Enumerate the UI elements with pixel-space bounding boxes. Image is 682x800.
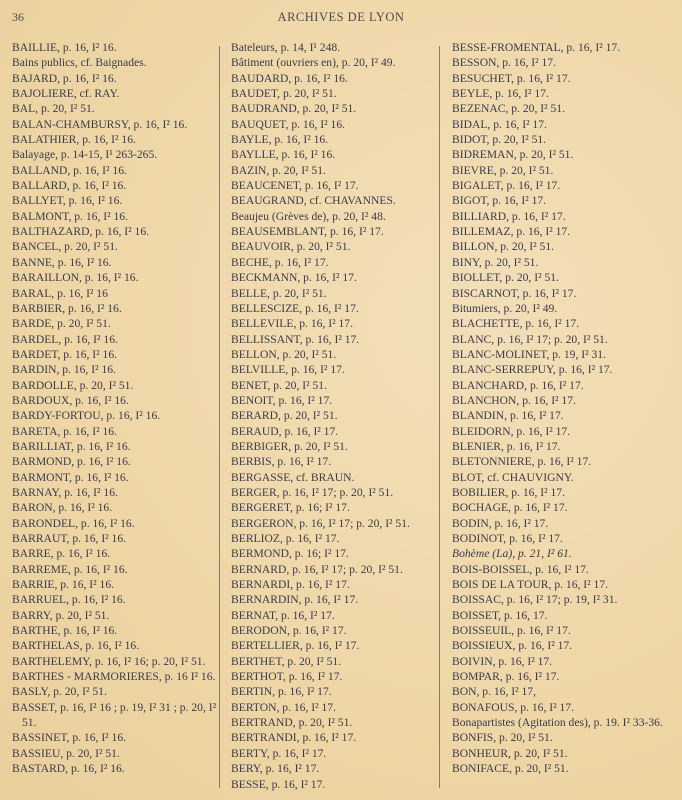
- index-entry: BOCHAGE, p. 16, I² 17.: [452, 501, 568, 515]
- index-entry: BILLON, p. 20, I² 51.: [452, 240, 555, 254]
- index-entry: BELLE, p. 20, I² 51.: [231, 286, 327, 300]
- index-entry: Bonapartistes (Agitation des), p. 19. I² 33-36.: [452, 716, 663, 730]
- index-entry: BLENIER, p. 16, I² 17.: [452, 439, 561, 453]
- index-entry: BOBILIER, p. 16, I² 17.: [452, 485, 565, 499]
- index-entry: BERTRANDI, p. 16, I² 17.: [231, 731, 357, 745]
- index-entry: BARDOLLE, p. 20, I² 51.: [12, 378, 134, 392]
- index-entry: BARTHELAS, p. 16, I² 16.: [12, 639, 140, 653]
- index-entry: BARDET, p. 16, I² 16.: [12, 347, 118, 361]
- index-entry: Bâtiment (ouvriers en), p. 20, I² 49.: [231, 56, 396, 70]
- index-entry: BOISSET, p. 16, 17.: [452, 608, 548, 622]
- index-entry: BASSIEU, p. 20, I² 51.: [12, 746, 120, 760]
- index-entry: BOISSEUIL, p. 16, I² 17.: [452, 624, 571, 638]
- index-entry: BALATHIER, p. 16, I² 16.: [12, 133, 136, 147]
- index-entry: BARETA, p. 16, I² 16.: [12, 424, 117, 438]
- index-entry: BELLEVILE, p. 16, I² 17.: [231, 317, 353, 331]
- index-entry: BLANCHARD, p. 16, I² 17.: [452, 378, 584, 392]
- index-entry: BLETONNIERE, p. 16, I² 17.: [452, 455, 592, 469]
- index-entry: BIGOT, p. 16, I² 17.: [452, 194, 547, 208]
- index-entry: BARDE, p. 20, I² 51.: [12, 317, 111, 331]
- index-entry: BARREME, p. 16, I² 16.: [12, 562, 128, 576]
- index-entry: BERGER, p. 16, I² 17; p. 20, I² 51.: [231, 485, 394, 499]
- index-entry: BERNAT, p. 16, I² 17.: [231, 608, 335, 622]
- index-entry: BERTHET, p. 20, I² 51.: [231, 654, 342, 668]
- index-entry: BINY, p. 20, I² 51.: [452, 255, 539, 269]
- index-entry: BARNAY, p. 16, I² 16.: [12, 485, 118, 499]
- index-entry: BEAUGRAND, cf. CHAVANNES.: [231, 194, 396, 208]
- index-entry: BERTIN, p. 16, I² 17.: [231, 685, 332, 699]
- index-entry: BARTHES - MARMORIERES, p. 16 I² 16.: [12, 670, 216, 684]
- index-entry: BIDREMAN, p. 20, I² 51.: [452, 148, 574, 162]
- index-entry: BARTHELEMY, p. 16, I² 16; p. 20, I² 51.: [12, 654, 206, 668]
- index-entry: BARRAUT, p. 16, I² 16.: [12, 532, 127, 545]
- index-entry: BECHE, p. 16, I² 17.: [231, 255, 329, 269]
- index-entry: BAUDARD, p. 16, I² 16.: [231, 71, 348, 85]
- index-entry: BILLIARD, p. 16, I² 17.: [452, 209, 566, 223]
- index-column-2: [231, 40, 436, 792]
- index-entry: BARILLIAT, p. 16, I² 16.: [12, 439, 131, 453]
- index-entry: BERBIGER, p. 20, I² 51.: [231, 439, 348, 453]
- index-entry: BERMOND, p. 16; I² 17.: [231, 547, 349, 561]
- index-entry: BERTRAND, p. 20, I² 51.: [231, 716, 353, 730]
- index-entry: BAUDRAND, p. 20, I² 51.: [231, 102, 357, 116]
- index-entry: Beaujeu (Grèves de), p. 20, I² 48.: [231, 209, 386, 223]
- index-entry: BODINOT, p. 16, I² 17.: [452, 532, 563, 545]
- index-entry: BARRE, p. 16, I² 16.: [12, 547, 111, 561]
- index-entry: BLANDIN, p. 16, I² 17.: [452, 409, 564, 423]
- index-entry: BERTY, p. 16, I² 17.: [231, 746, 327, 760]
- index-entry: BOISSIEUX, p. 16, I² 17.: [452, 639, 573, 653]
- index-entry: Bitumiers, p. 20, I² 49.: [452, 301, 558, 315]
- index-entry: BONFIS, p. 20, I² 51.: [452, 731, 553, 745]
- index-entry: BENOIT, p. 16, I² 17.: [231, 393, 333, 407]
- index-entry: BOIS-BOISSEL, p. 16, I² 17.: [452, 562, 589, 576]
- index-entry: BON, p. 16, I² 17,: [452, 685, 536, 699]
- index-entry: BAILLIE, p. 16, I² 16.: [12, 41, 117, 54]
- index-entry: Balayage, p. 14-15, I¹ 263-265.: [12, 148, 158, 162]
- index-entry: BOIS DE LA TOUR, p. 16, I² 17.: [452, 578, 609, 592]
- index-entry: BAUQUET, p. 16, I² 16.: [231, 117, 346, 131]
- index-entry: BERNARDI, p. 16, I² 17.: [231, 578, 350, 592]
- index-entry: BESSE-FROMENTAL, p. 16, I² 17.: [452, 41, 621, 54]
- index-entry: BARAL, p. 16, I² 16: [12, 286, 108, 300]
- index-entry: BARMOND, p. 16, I² 16.: [12, 455, 131, 469]
- index-entry: BARMONT, p. 16, I² 16.: [12, 470, 129, 484]
- index-entry: BARRY, p. 20, I² 51.: [12, 608, 110, 622]
- index-entry: BELLISSANT, p. 16, I² 17.: [231, 332, 360, 346]
- index-entry: BERY, p. 16, I² 17.: [231, 762, 320, 776]
- index-entry: BARBIER, p. 16, I² 16.: [12, 301, 122, 315]
- running-head: ARCHIVES DE LYON: [277, 10, 405, 24]
- index-entry: BERNARD, p. 16, I² 17; p. 20, I² 51.: [231, 562, 403, 576]
- index-entry: BALAN-CHAMBURSY, p. 16, I² 16.: [12, 117, 188, 131]
- index-entry: BLANCHON, p. 16, I² 17.: [452, 393, 576, 407]
- index-entry: BELVILLE, p. 16, I² 17.: [231, 363, 345, 377]
- index-entry: BERLIOZ, p. 16, I² 17.: [231, 532, 340, 545]
- index-entry: BELLESCIZE, p. 16, I² 17.: [231, 301, 359, 315]
- index-entry: BERAUD, p. 16, I² 17.: [231, 424, 339, 438]
- index-entry: BESUCHET, p. 16, I² 17.: [452, 71, 571, 85]
- index-entry: BLANC, p. 16, I² 17; p. 20, I² 51.: [452, 332, 608, 346]
- index-entry: BONHEUR, p. 20, I² 51.: [452, 746, 568, 760]
- index-entry: BALLARD, p. 16, I² 16.: [12, 179, 127, 193]
- index-columns: [0, 40, 682, 800]
- index-entry: BERTON, p. 16, I² 17.: [231, 700, 336, 714]
- index-entry: BERODON, p. 16, I² 17.: [231, 624, 347, 638]
- index-entry: BERTHOT, p. 16, I² 17.: [231, 670, 343, 684]
- index-entry: Bains publics, cf. Baignades.: [12, 56, 147, 70]
- index-entry: BERGASSE, cf. BRAUN.: [231, 470, 355, 484]
- index-entry: BIEVRE, p. 20, I² 51.: [452, 163, 554, 177]
- index-entry: BIDAL, p. 16, I² 17.: [452, 117, 547, 131]
- index-entry: BEAUVOIR, p. 20, I² 51.: [231, 240, 351, 254]
- index-column-3: [452, 40, 677, 777]
- index-entry: BANNE, p. 16, I² 16.: [12, 255, 112, 269]
- index-entry: BONAFOUS, p. 16, I² 17.: [452, 700, 575, 714]
- index-entry: BERNARDIN, p. 16, I² 17.: [231, 593, 359, 607]
- index-entry: BALLAND, p. 16, I² 16.: [12, 163, 127, 177]
- index-entry: BERARD, p. 20, I² 51.: [231, 409, 338, 423]
- index-entry: BARON, p. 16, I² 16.: [12, 501, 113, 515]
- index-entry: BERGERON, p. 16, I² 17; p. 20, I² 51.: [231, 516, 410, 530]
- index-entry: BARDY-FORTOU, p. 16, I² 16.: [12, 409, 161, 423]
- index-entry: BASSET, p. 16, I² 16 ; p. 19, I² 31 ; p. 20, I² 51.: [12, 700, 217, 730]
- index-entry: BECKMANN, p. 16, I² 17.: [231, 271, 357, 285]
- index-entry: BAZIN, p. 20, I² 51.: [231, 163, 326, 177]
- index-entry: BAJARD, p. 16, I² 16.: [12, 71, 117, 85]
- index-entry: BALLYET, p. 16, I² 16.: [12, 194, 123, 208]
- index-entry: BARAILLON, p. 16, I² 16.: [12, 271, 139, 285]
- index-entry: BERBIS, p. 16, I² 17.: [231, 455, 332, 469]
- index-entry: BESSE, p. 16, I² 17.: [231, 777, 326, 791]
- index-entry: BIGALET, p. 16, I² 17.: [452, 179, 561, 193]
- index-entry: BOMPAR, p. 16, I² 17.: [452, 670, 560, 684]
- index-entry: BAYLLE, p. 16, I² 16.: [231, 148, 336, 162]
- index-entry: BESSON, p. 16, I² 17.: [452, 56, 556, 70]
- index-entry: BENET, p. 20, I² 51.: [231, 378, 327, 392]
- index-entry: BAYLE, p. 16, I² 16.: [231, 133, 329, 147]
- index-entry: BAJOLIERE, cf. RAY.: [12, 87, 120, 101]
- index-entry: BODIN, p. 16, I² 17.: [452, 516, 549, 530]
- index-entry: BERTELLIER, p. 16, I² 17.: [231, 639, 360, 653]
- index-entry: BAL, p. 20, I² 51.: [12, 102, 95, 116]
- index-entry: BLANC-MOLINET, p. 19, I² 31.: [452, 347, 606, 361]
- index-entry: BANCEL, p. 20, I² 51.: [12, 240, 118, 254]
- index-entry: BEAUCENET, p. 16, I² 17.: [231, 179, 359, 193]
- index-entry: BALMONT, p. 16, I² 16.: [12, 209, 128, 223]
- index-entry: BLEIDORN, p. 16, I² 17.: [452, 424, 571, 438]
- index-entry: BLOT, cf. CHAUVIGNY.: [452, 470, 574, 484]
- index-entry: BELLON, p. 20, I² 51.: [231, 347, 337, 361]
- index-entry: BARDIN, p. 16, I² 16.: [12, 363, 116, 377]
- index-entry: BASSINET, p. 16, I² 16.: [12, 731, 127, 745]
- index-entry: BARONDEL, p. 16, I² 16.: [12, 516, 135, 530]
- index-entry: Bohème (La), p. 21, I² 61.: [452, 547, 572, 561]
- index-entry: BIDOT, p. 20, I² 51.: [452, 133, 547, 147]
- index-entry: BEYLE, p. 16, I² 17.: [452, 87, 549, 101]
- index-entry: BISCARNOT, p. 16, I² 17.: [452, 286, 577, 300]
- index-column-1: [12, 40, 217, 777]
- index-entry: BLANC-SERREPUY, p. 16, I² 17.: [452, 363, 613, 377]
- index-entry: BEAUSEMBLANT, p. 16, I² 17.: [231, 225, 384, 239]
- index-entry: BARRUEL, p. 16, I² 16.: [12, 593, 126, 607]
- index-entry: BASLY, p. 20, I² 51.: [12, 685, 107, 699]
- index-entry: BARDOUX, p. 16, I² 16.: [12, 393, 129, 407]
- index-entry: BEZENAC, p. 20, I² 51.: [452, 102, 565, 116]
- index-entry: BILLEMAZ, p. 16, I² 17.: [452, 225, 571, 239]
- index-entry: BONIFACE, p. 20, I² 51.: [452, 762, 569, 776]
- index-entry: BOIVIN, p. 16, I² 17.: [452, 654, 553, 668]
- index-entry: BIOLLET, p. 20, I² 51.: [452, 271, 559, 285]
- index-entry: BERGERET, p. 16; I² 17.: [231, 501, 350, 515]
- index-entry: BARDEL, p. 16, I² 16.: [12, 332, 118, 346]
- index-entry: BASTARD, p. 16, I² 16.: [12, 762, 125, 776]
- index-entry: BALTHAZARD, p. 16, I² 16.: [12, 225, 150, 239]
- index-entry: BLACHETTE, p. 16, I² 17.: [452, 317, 580, 331]
- index-entry: Bateleurs, p. 14, I¹ 248.: [231, 41, 341, 54]
- index-entry: BARRIE, p. 16, I² 16.: [12, 578, 115, 592]
- index-entry: BOISSAC, p. 16, I² 17; p. 19, I² 31.: [452, 593, 618, 607]
- page-number: 36: [12, 10, 24, 24]
- index-entry: BARTHE, p. 16, I² 16.: [12, 624, 118, 638]
- index-entry: BAUDET, p. 20, I² 51.: [231, 87, 337, 101]
